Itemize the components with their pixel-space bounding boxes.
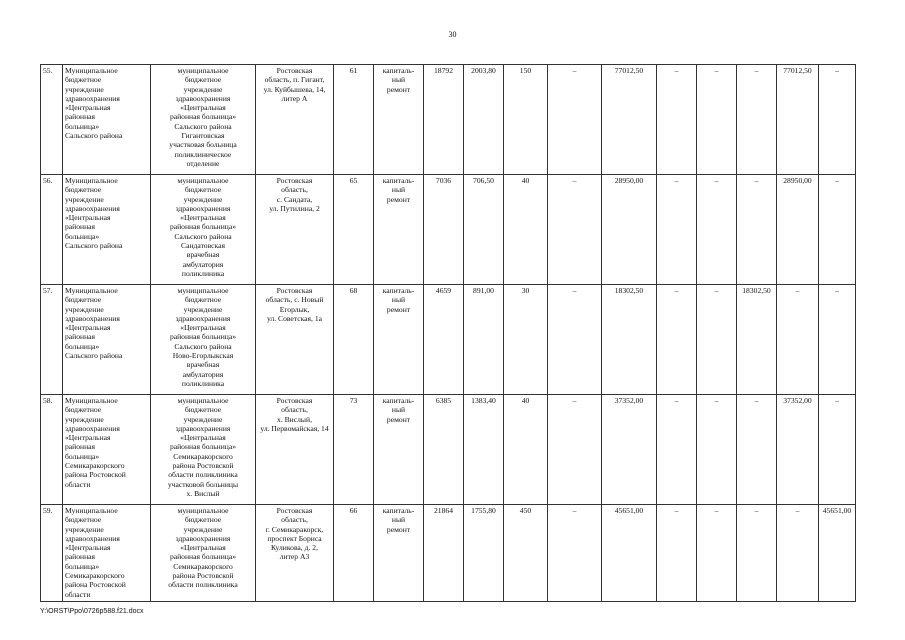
year-cell: – <box>819 175 856 285</box>
year-cell: – <box>657 175 697 285</box>
total-cell: 18302,50 <box>602 285 657 395</box>
year-cell: – <box>777 505 819 602</box>
recipient-cell: Муниципальное бюджетное учреждение здравоохранения «Центральная районная больница» Сальского района <box>63 285 151 395</box>
value-cell: 40 <box>504 395 548 505</box>
total-cell: 28950,00 <box>602 175 657 285</box>
address-cell: Ростовская область, г. Семикаракорск, проспект Бориса Куликова, д. 2, литер А3 <box>256 505 334 602</box>
year-cell: – <box>737 505 777 602</box>
year-cell: 37352,00 <box>777 395 819 505</box>
year-cell: – <box>657 505 697 602</box>
value-cell: 18792 <box>424 65 464 175</box>
year-cell: 18302,50 <box>737 285 777 395</box>
work-type-cell: капиталь- ный ремонт <box>374 395 424 505</box>
year-cell: – <box>737 65 777 175</box>
year-cell: – <box>737 395 777 505</box>
address-cell: Ростовская область, с. Сандата, ул. Путилина, 2 <box>256 175 334 285</box>
total-cell: 45651,00 <box>602 505 657 602</box>
year-cell: – <box>819 65 856 175</box>
value-cell: 1755,80 <box>464 505 504 602</box>
code-cell: 66 <box>334 505 374 602</box>
capital-repair-table <box>40 64 856 602</box>
value-cell: – <box>548 395 602 505</box>
total-cell: 37352,00 <box>602 395 657 505</box>
year-cell: 45651,00 <box>819 505 856 602</box>
value-cell: 40 <box>504 175 548 285</box>
value-cell: 21864 <box>424 505 464 602</box>
value-cell: 891,00 <box>464 285 504 395</box>
object-cell: муниципальное бюджетное учреждение здравоохранения «Центральная районная больница» Сальского района Гигантовская участковая больница поликлиническое отделение <box>151 65 256 175</box>
table-row <box>41 395 856 505</box>
page-number: 30 <box>448 30 457 39</box>
year-cell: – <box>737 175 777 285</box>
year-cell: – <box>697 285 737 395</box>
row-number: 55. <box>41 65 63 175</box>
table-row <box>41 505 856 602</box>
object-cell: муниципальное бюджетное учреждение здравоохранения «Центральная районная больница» Семикаракорского района Ростовской области поликлиника участковой больницы х. Вислый <box>151 395 256 505</box>
year-cell: – <box>819 285 856 395</box>
value-cell: – <box>548 505 602 602</box>
row-number: 57. <box>41 285 63 395</box>
value-cell: 2003,80 <box>464 65 504 175</box>
value-cell: 6385 <box>424 395 464 505</box>
year-cell: – <box>697 175 737 285</box>
recipient-cell: Муниципальное бюджетное учреждение здравоохранения «Центральная районная больница» Сальского района <box>63 175 151 285</box>
recipient-cell: Муниципальное бюджетное учреждение здравоохранения «Центральная районная больница» Семикаракорского района Ростовской области <box>63 505 151 602</box>
year-cell: – <box>819 395 856 505</box>
value-cell: – <box>548 285 602 395</box>
code-cell: 61 <box>334 65 374 175</box>
year-cell: – <box>697 505 737 602</box>
work-type-cell: капиталь- ный ремонт <box>374 65 424 175</box>
value-cell: 150 <box>504 65 548 175</box>
value-cell: 7036 <box>424 175 464 285</box>
recipient-cell: Муниципальное бюджетное учреждение здравоохранения «Центральная районная больница» Семикаракорского района Ростовской области <box>63 395 151 505</box>
work-type-cell: капиталь- ный ремонт <box>374 505 424 602</box>
value-cell: 450 <box>504 505 548 602</box>
value-cell: 1383,40 <box>464 395 504 505</box>
year-cell: – <box>657 285 697 395</box>
recipient-cell: Муниципальное бюджетное учреждение здравоохранения «Центральная районная больница» Сальского района <box>63 65 151 175</box>
year-cell: – <box>697 65 737 175</box>
table-row <box>41 285 856 395</box>
table-row <box>41 175 856 285</box>
value-cell: 4659 <box>424 285 464 395</box>
code-cell: 68 <box>334 285 374 395</box>
row-number: 59. <box>41 505 63 602</box>
row-number: 56. <box>41 175 63 285</box>
year-cell: – <box>657 395 697 505</box>
value-cell: – <box>548 65 602 175</box>
year-cell: – <box>777 285 819 395</box>
file-path-footer: Y:\ORST\Ppo\0726p588.f21.docx <box>40 608 144 615</box>
year-cell: – <box>697 395 737 505</box>
year-cell: 28950,00 <box>777 175 819 285</box>
address-cell: Ростовская область, х. Вислый, ул. Первомайская, 14 <box>256 395 334 505</box>
year-cell: – <box>657 65 697 175</box>
value-cell: – <box>548 175 602 285</box>
work-type-cell: капиталь- ный ремонт <box>374 175 424 285</box>
total-cell: 77012,50 <box>602 65 657 175</box>
value-cell: 706,50 <box>464 175 504 285</box>
code-cell: 65 <box>334 175 374 285</box>
code-cell: 73 <box>334 395 374 505</box>
object-cell: муниципальное бюджетное учреждение здравоохранения «Центральная районная больница» Семикаракорского района Ростовской области поликлиника <box>151 505 256 602</box>
object-cell: муниципальное бюджетное учреждение здравоохранения «Центральная районная больница» Сальского района Сандатовская врачебная амбулатория поликлиника <box>151 175 256 285</box>
address-cell: Ростовская область, п. Гигант, ул. Куйбышева, 14, литер А <box>256 65 334 175</box>
address-cell: Ростовская область, с. Новый Егорлык, ул. Советская, 1а <box>256 285 334 395</box>
work-type-cell: капиталь- ный ремонт <box>374 285 424 395</box>
row-number: 58. <box>41 395 63 505</box>
object-cell: муниципальное бюджетное учреждение здравоохранения «Центральная районная больница» Сальского района Ново-Егорлыкская врачебная амбулатория поликлиника <box>151 285 256 395</box>
table-row <box>41 65 856 175</box>
year-cell: 77012,50 <box>777 65 819 175</box>
value-cell: 30 <box>504 285 548 395</box>
